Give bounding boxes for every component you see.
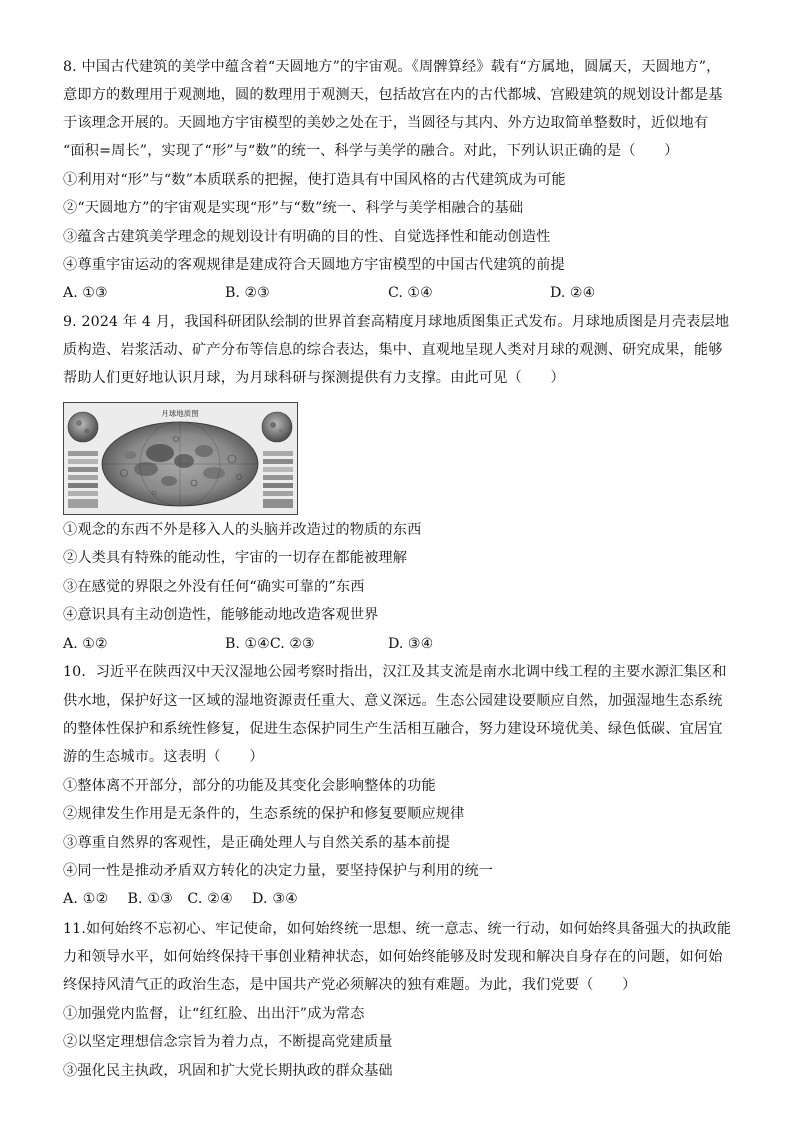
question-9-option-a[interactable]: A. ①② bbox=[63, 636, 108, 652]
question-9-statement-3: ③在感觉的界限之外没有任何“确实可靠的”东西 bbox=[63, 579, 365, 595]
question-8-option-b[interactable]: B. ②③ bbox=[225, 285, 270, 301]
question-10-statement-2: ②规律发生作用是无条件的，生态系统的保护和修复要顺应规律 bbox=[63, 806, 465, 822]
question-8-option-d[interactable]: D. ②④ bbox=[550, 285, 596, 301]
question-8-option-a[interactable]: A. ①③ bbox=[63, 285, 108, 301]
question-11-statement-2: ②以坚定理想信念宗旨为着力点，不断提高党建质量 bbox=[63, 1034, 393, 1050]
question-9-stem-line-1: 9. 2024 年 4 月，我国科研团队绘制的世界首套高精度月球地质图集正式发布。月球地质图是月壳表层地 bbox=[63, 314, 730, 330]
question-10-stem-line-3: 的整体性保护和系统性修复，促进生态保护同生产生活相互融合，努力建设环境优美、绿色低碳、宜居宜 bbox=[63, 721, 723, 737]
question-11-stem-line-1: 11.如何始终不忘初心、牢记使命，如何始终统一思想、统一意志、统一行动，如何始终具备强大的执政能 bbox=[63, 921, 732, 937]
question-10-stem-line-2: 供水地，保护好这一区域的湿地资源责任重大、意义深远。生态公园建设要顺应自然，加强湿地生态系统 bbox=[63, 693, 723, 709]
question-9-statement-2: ②人类具有特殊的能动性，宇宙的一切存在都能被理解 bbox=[63, 550, 408, 566]
question-10-stem-line-1: 10．习近平在陕西汉中天汉湿地公园考察时指出，汉江及其支流是南水北调中线工程的主要水源汇集区和 bbox=[63, 664, 727, 680]
question-10-options[interactable]: A. ①② B. ①③ C. ②④ D. ③④ bbox=[63, 891, 299, 907]
question-10-stem-line-4: 游的生态城市。这表明（ ） bbox=[63, 749, 264, 765]
question-9-stem-line-2: 质构造、岩浆活动、矿产分布等信息的综合表达，集中、直观地呈现人类对月球的观测、研究成果，能够 bbox=[63, 342, 723, 358]
lunar-geologic-map-image bbox=[64, 403, 297, 514]
question-8-stem-line-3: 于该理念开展的。天圆地方宇宙模型的美妙之处在于，当圆径与其内、外方边取简单整数时，近似地有 bbox=[63, 115, 709, 131]
question-8-statement-4: ④尊重宇宙运动的客观规律是建成符合天圆地方宇宙模型的中国古代建筑的前提 bbox=[63, 257, 565, 273]
question-11-stem-line-2: 力和领导水平，如何始终保持干事创业精神状态，如何始终能够及时发现和解决自身存在的问题，如何始 bbox=[63, 949, 723, 965]
question-9-option-d[interactable]: D. ③④ bbox=[388, 636, 434, 652]
question-10-statement-1: ①整体离不开部分，部分的功能及其变化会影响整体的功能 bbox=[63, 778, 436, 794]
question-10-statement-4: ④同一性是推动矛盾双方转化的决定力量，要坚持保护与利用的统一 bbox=[63, 863, 494, 879]
question-10-statement-3: ③尊重自然界的客观性，是正确处理人与自然关系的基本前提 bbox=[63, 835, 451, 851]
question-11-statement-3: ③强化民主执政，巩固和扩大党长期执政的群众基础 bbox=[63, 1063, 393, 1079]
question-8-stem-line-1: 8. 中国古代建筑的美学中蕴含着“天圆地方”的宇宙观。《周髀算经》载有“方属地，圆属天，天圆地方”， bbox=[63, 59, 721, 75]
question-8-stem-line-4: “面积=周长”，实现了“形”与“数”的统一、科学与美学的融合。对此，下列认识正确的是（ ） bbox=[63, 143, 679, 159]
question-9-stem-line-3: 帮助人们更好地认识月球，为月球科研与探测提供有力支撑。由此可见（ ） bbox=[63, 370, 565, 386]
question-9-option-bc[interactable]: B. ①④C. ②③ bbox=[225, 636, 315, 652]
question-8-option-c[interactable]: C. ①④ bbox=[388, 285, 433, 301]
question-8-statement-3: ③蕴含古建筑美学理念的规划设计有明确的目的性、自觉选择性和能动创造性 bbox=[63, 229, 551, 245]
question-11-statement-1: ①加强党内监督，让“红红脸、出出汗”成为常态 bbox=[63, 1006, 365, 1022]
question-8-stem-line-2: 意即方的数理用于观测地，圆的数理用于观测天，包括故宫在内的古代都城、宫殿建筑的规划设计都是基 bbox=[63, 87, 723, 103]
question-8-statement-2: ②“天圆地方”的宇宙观是实现“形”与“数”统一、科学与美学相融合的基础 bbox=[63, 200, 524, 216]
question-9-statement-4: ④意识具有主动创造性，能够能动地改造客观世界 bbox=[63, 607, 379, 623]
figure-title: 月球地质图 bbox=[161, 409, 199, 418]
question-9-statement-1: ①观念的东西不外是移入人的头脑并改造过的物质的东西 bbox=[63, 522, 422, 538]
lunar-geologic-map-figure bbox=[63, 402, 298, 515]
question-8-statement-1: ①利用对“形”与“数”本质联系的把握，使打造具有中国风格的古代建筑成为可能 bbox=[63, 172, 566, 188]
question-11-stem-line-3: 终保持风清气正的政治生态，是中国共产党必须解决的独有难题。为此，我们党要（ ） bbox=[63, 977, 637, 993]
